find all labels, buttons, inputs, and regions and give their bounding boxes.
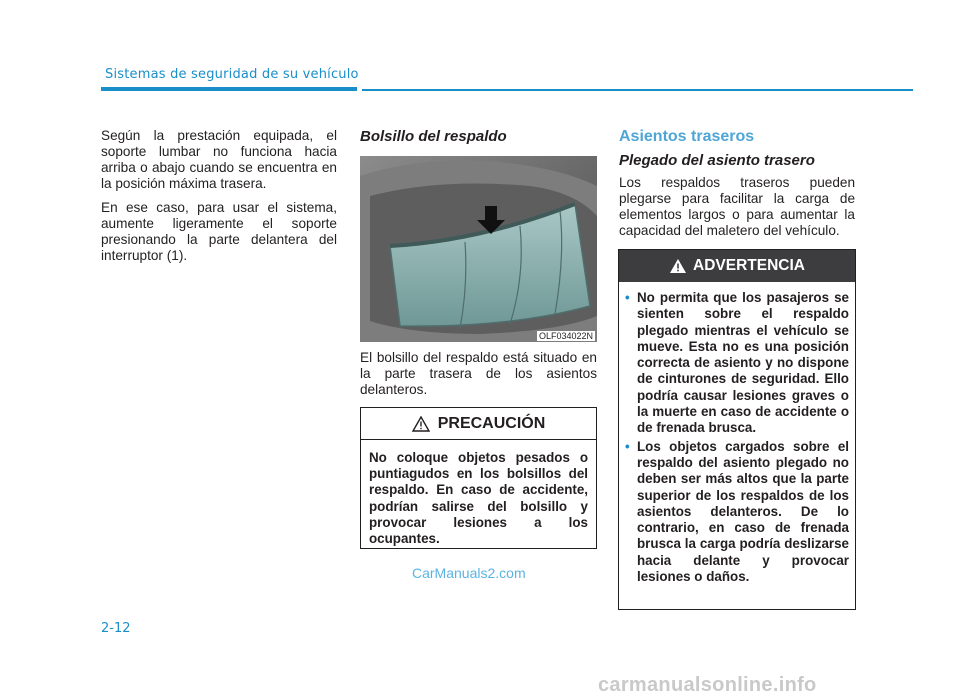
bullet-icon: • (625, 438, 630, 454)
footer-watermark: carmanualsonline.info (598, 674, 817, 696)
warning-item-text: No permita que los pasajeros se sienten sobre el respaldo plegado mientras el vehículo se mueve. Esta no es una posición correcta de asiento y no dispone de cinturones de seguridad. Ello podría causar lesiones graves o la muerte en caso de accidente o de frenada brusca. (637, 290, 849, 436)
caution-body: No coloque objetos pesados o puntiagudos en los bolsillos del respaldo. En caso de accidente, podrían salirse del bolsillo y provocar lesiones a los ocupantes. (369, 450, 588, 547)
warning-body (619, 282, 855, 585)
rear-seat-folding-subtitle: Plegado del asiento trasero (619, 152, 815, 169)
header-rule-thick (101, 87, 357, 91)
seatback-pocket-title: Bolsillo del respaldo (360, 128, 507, 145)
warning-item (625, 439, 849, 586)
image-code: OLF034022N (538, 331, 593, 341)
warning-header (619, 250, 855, 282)
column-1 (101, 128, 337, 272)
header-rule-thin (362, 89, 913, 91)
paragraph: En ese caso, para usar el sistema, aumente ligeramente el soporte presionando la parte delantera del interruptor (1). (101, 200, 337, 263)
warning-item (625, 290, 849, 437)
seatback-pocket-photo (360, 156, 597, 342)
seatback-pocket-text: El bolsillo del respaldo está situado en la parte trasera de los asientos delanteros. (360, 350, 597, 397)
page-number: 2-12 (101, 621, 131, 636)
warning-item-text: Los objetos cargados sobre el respaldo del asiento plegado no deben ser más altos que la parte superior de los respaldos de los asientos delanteros. De lo contrario, en caso de frenada brusca la carga podría deslizarse hacia delante y provocar lesiones o daños. (637, 438, 849, 585)
warning-triangle-icon (669, 258, 687, 274)
bullet-icon: • (625, 290, 630, 305)
carmanuals-watermark: CarManuals2.com (412, 565, 526, 581)
seatback-pocket-illustration (360, 156, 597, 342)
paragraph: Según la prestación equipada, el soporte lumbar no funciona hacia arriba o abajo cuando se encuentra en la posición máxima trasera. (101, 128, 337, 191)
warning-triangle-icon (412, 416, 430, 432)
rear-seat-folding-text: Los respaldos traseros pueden plegarse para facilitar la carga de elementos largos o para aumentar la capacidad del maletero del vehículo. (619, 175, 855, 238)
caution-heading: PRECAUCIÓN (437, 414, 546, 432)
rear-seats-title: Asientos traseros (619, 128, 755, 145)
caution-box (360, 407, 597, 549)
warning-box (618, 249, 856, 610)
caution-header (361, 408, 596, 440)
warning-heading: ADVERTENCIA (693, 257, 805, 274)
section-title: Sistemas de seguridad de su vehículo (105, 67, 359, 82)
